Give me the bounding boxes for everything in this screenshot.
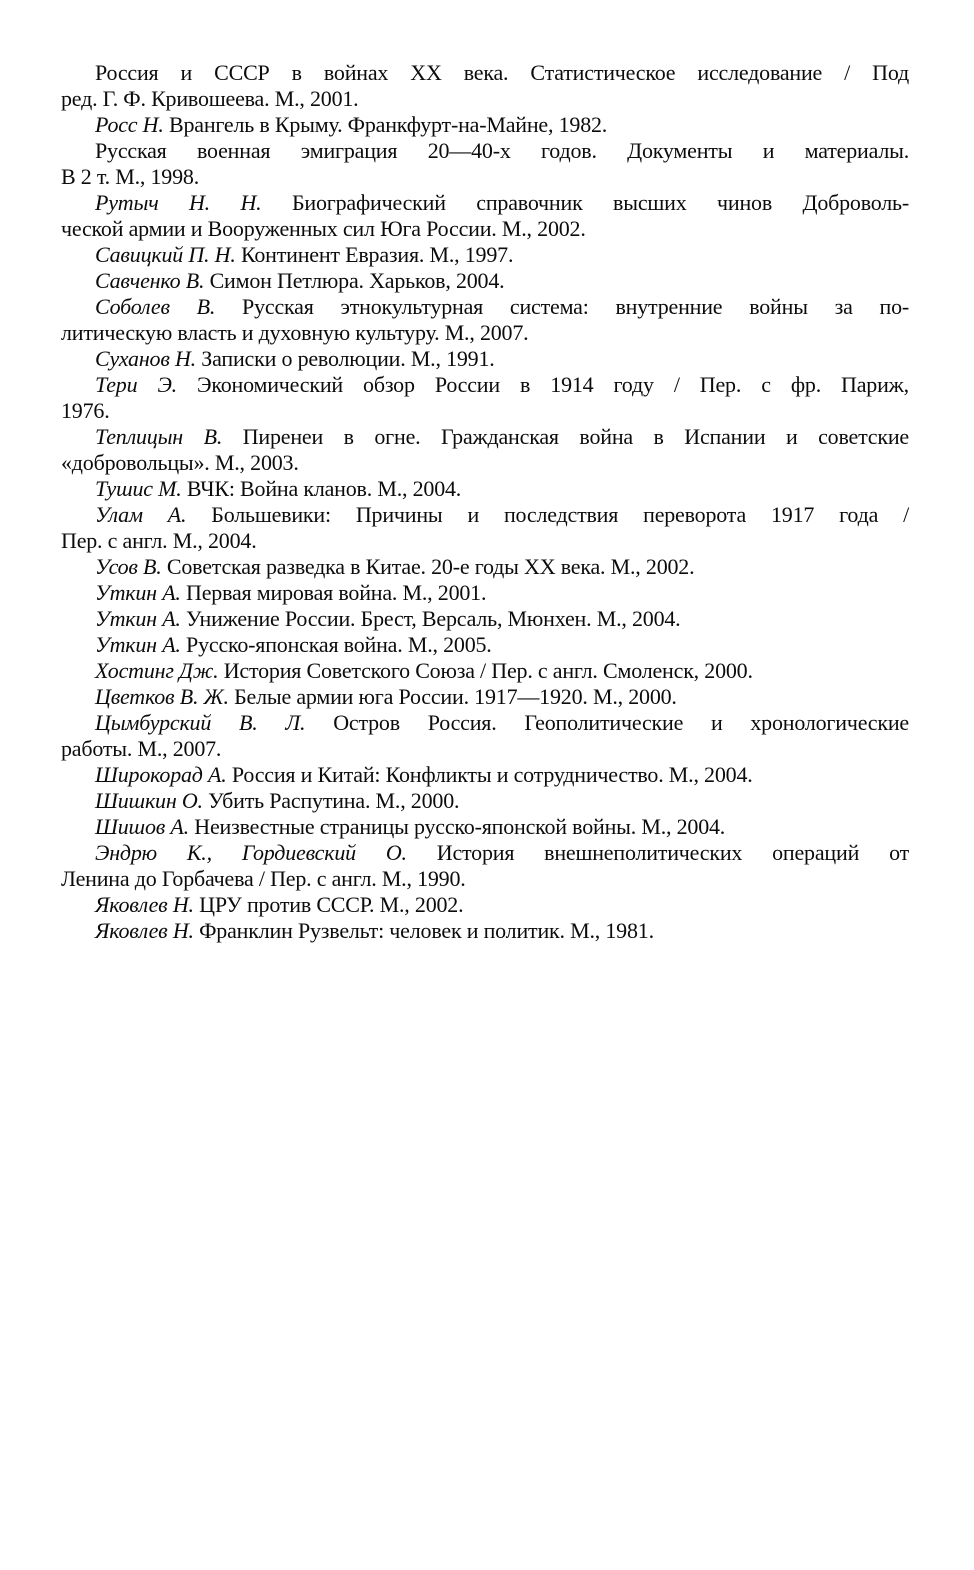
bibliography-entry	[61, 710, 909, 762]
bibliography-entry	[61, 242, 909, 268]
entry-text: Русско-японская война. М., 2005.	[186, 632, 492, 657]
entry-line	[61, 320, 909, 346]
entry-text: литическую власть и духовную культуру. М., 2007.	[61, 320, 529, 345]
entry-author: Суханов Н.	[95, 346, 196, 371]
bibliography-entry	[61, 840, 909, 892]
entry-text: ВЧК: Война кланов. М., 2004.	[186, 476, 462, 501]
entry-text: Большевики: Причины и последствия переворота 1917 года /	[211, 502, 909, 527]
entry-author: Росс Н.	[95, 112, 164, 137]
bibliography-entry	[61, 658, 909, 684]
bibliography-entry	[61, 372, 909, 424]
entry-line	[61, 866, 909, 892]
entry-author: Улам А.	[95, 502, 187, 527]
entry-author: Широкорад А.	[95, 762, 227, 787]
entry-text: Биографический справочник высших чинов Доброволь-	[291, 190, 909, 215]
entry-line	[61, 502, 909, 528]
entry-author: Цветков В. Ж.	[95, 684, 229, 709]
entry-line	[61, 606, 909, 632]
bibliography-entry	[61, 476, 909, 502]
entry-author: Хостинг Дж.	[95, 658, 219, 683]
bibliography-entry	[61, 606, 909, 632]
entry-line	[61, 216, 909, 242]
entry-line	[61, 658, 909, 684]
entry-author: Рутыч Н. Н.	[95, 190, 262, 215]
bibliography-list	[61, 60, 909, 944]
entry-author: Яковлев Н.	[95, 918, 194, 943]
entry-text: 1976.	[61, 398, 110, 423]
entry-line	[61, 268, 909, 294]
entry-text: В 2 т. М., 1998.	[61, 164, 199, 189]
entry-line	[61, 762, 909, 788]
entry-text: «добровольцы». М., 2003.	[61, 450, 299, 475]
entry-text: Записки о революции. М., 1991.	[201, 346, 495, 371]
entry-author: Усов В.	[95, 554, 162, 579]
entry-text: Русская военная эмиграция 20—40-х годов. Документы и материалы.	[95, 138, 909, 163]
bibliography-entry	[61, 684, 909, 710]
entry-line	[61, 112, 909, 138]
entry-text: Континент Евразия. М., 1997.	[240, 242, 514, 267]
entry-text: Убить Распутина. М., 2000.	[208, 788, 460, 813]
bibliography-entry	[61, 892, 909, 918]
entry-line	[61, 554, 909, 580]
entry-text: ЦРУ против СССР. М., 2002.	[199, 892, 464, 917]
bibliography-entry	[61, 814, 909, 840]
entry-line	[61, 580, 909, 606]
entry-author: Соболев В.	[95, 294, 216, 319]
bibliography-entry	[61, 112, 909, 138]
entry-line	[61, 788, 909, 814]
entry-line	[61, 242, 909, 268]
bibliography-entry	[61, 424, 909, 476]
bibliography-entry	[61, 554, 909, 580]
entry-line	[61, 632, 909, 658]
entry-author: Теплицын В.	[95, 424, 223, 449]
bibliography-entry	[61, 190, 909, 242]
entry-text: работы. М., 2007.	[61, 736, 222, 761]
entry-line	[61, 684, 909, 710]
entry-text: Ленина до Горбачева / Пер. с англ. М., 1990.	[61, 866, 466, 891]
entry-line	[61, 736, 909, 762]
entry-author: Шишкин О.	[95, 788, 203, 813]
entry-line	[61, 840, 909, 866]
entry-author: Уткин А.	[95, 606, 181, 631]
entry-line	[61, 710, 909, 736]
bibliography-entry	[61, 632, 909, 658]
entry-author: Тушис М.	[95, 476, 182, 501]
entry-text: Пер. с англ. М., 2004.	[61, 528, 257, 553]
entry-author: Савицкий П. Н.	[95, 242, 236, 267]
entry-line	[61, 138, 909, 164]
entry-text: Россия и СССР в войнах XX века. Статистическое исследование / Под	[95, 60, 909, 85]
entry-text: Русская этнокультурная система: внутренние войны за по-	[242, 294, 910, 319]
entry-text: ческой армии и Вооруженных сил Юга России. М., 2002.	[61, 216, 586, 241]
bibliography-entry	[61, 346, 909, 372]
entry-text: Симон Петлюра. Харьков, 2004.	[209, 268, 505, 293]
entry-text: Первая мировая война. М., 2001.	[186, 580, 487, 605]
entry-line	[61, 398, 909, 424]
entry-line	[61, 424, 909, 450]
entry-text: Франклин Рузвельт: человек и политик. М., 1981.	[199, 918, 654, 943]
entry-line	[61, 476, 909, 502]
entry-text: Пиренеи в огне. Гражданская война в Испании и советские	[242, 424, 909, 449]
bibliography-entry	[61, 502, 909, 554]
entry-line	[61, 450, 909, 476]
entry-line	[61, 528, 909, 554]
bibliography-entry	[61, 762, 909, 788]
entry-line	[61, 86, 909, 112]
bibliography-entry	[61, 788, 909, 814]
entry-line	[61, 60, 909, 86]
entry-text: Остров Россия. Геополитические и хронологические	[333, 710, 909, 735]
entry-text: Врангель в Крыму. Франкфурт-на-Майне, 1982.	[168, 112, 608, 137]
entry-line	[61, 892, 909, 918]
bibliography-entry	[61, 268, 909, 294]
entry-line	[61, 164, 909, 190]
entry-text: Россия и Китай: Конфликты и сотрудничество. М., 2004.	[231, 762, 753, 787]
entry-text: Советская разведка в Китае. 20-е годы XX века. М., 2002.	[166, 554, 695, 579]
entry-line	[61, 372, 909, 398]
bibliography-entry	[61, 580, 909, 606]
entry-line	[61, 346, 909, 372]
entry-author: Уткин А.	[95, 632, 181, 657]
bibliography-entry	[61, 138, 909, 190]
entry-author: Яковлев Н.	[95, 892, 194, 917]
entry-line	[61, 190, 909, 216]
bibliography-entry	[61, 60, 909, 112]
entry-line	[61, 294, 909, 320]
entry-text: Унижение России. Брест, Версаль, Мюнхен. М., 2004.	[186, 606, 681, 631]
entry-text: История Советского Союза / Пер. с англ. Смоленск, 2000.	[223, 658, 753, 683]
entry-text: ред. Г. Ф. Кривошеева. М., 2001.	[61, 86, 359, 111]
entry-author: Савченко В.	[95, 268, 205, 293]
entry-author: Эндрю К., Гордиевский О.	[95, 840, 407, 865]
entry-text: Экономический обзор России в 1914 году / Пер. с фр. Париж,	[197, 372, 909, 397]
entry-line	[61, 918, 909, 944]
entry-text: Неизвестные страницы русско-японской войны. М., 2004.	[194, 814, 726, 839]
entry-author: Уткин А.	[95, 580, 181, 605]
entry-author: Цымбурский В. Л.	[95, 710, 306, 735]
entry-text: История внешнеполитических операций от	[436, 840, 909, 865]
entry-line	[61, 814, 909, 840]
bibliography-entry	[61, 918, 909, 944]
entry-author: Шишов А.	[95, 814, 189, 839]
bibliography-entry	[61, 294, 909, 346]
entry-text: Белые армии юга России. 1917—1920. М., 2000.	[234, 684, 677, 709]
entry-author: Тери Э.	[95, 372, 177, 397]
